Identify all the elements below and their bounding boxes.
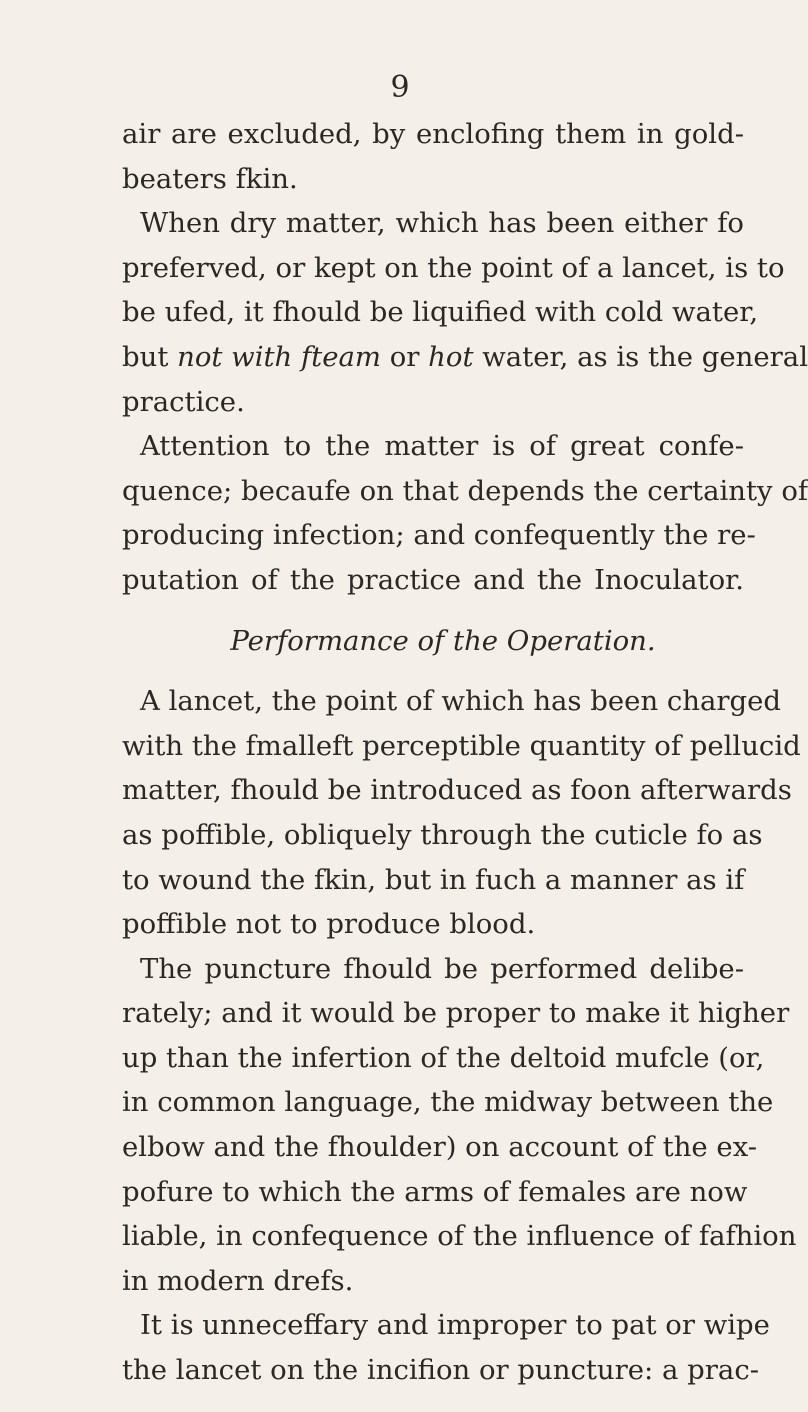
text-line-mixed	[122, 335, 808, 380]
text-line: The puncture fhould be performed delibe-	[140, 952, 744, 985]
text-line: with the fmalleft perceptible quantity of pellucid	[122, 729, 801, 762]
text-line: beaters fkin.	[122, 162, 298, 195]
page-number: 9	[390, 70, 410, 105]
text-line: pofure to which the arms of females are now	[122, 1175, 748, 1208]
text-line: Attention to the matter is of great confe-	[140, 430, 744, 463]
text-line: When dry matter, which has been either fo	[140, 207, 744, 240]
text-line: in modern drefs.	[122, 1264, 354, 1297]
text-line: up than the infertion of the deltoid mufcle (or,	[122, 1041, 765, 1074]
text-line: to wound the fkin, but in fuch a manner as if	[122, 863, 745, 896]
text-line: air are excluded, by enclofing them in gold-	[122, 118, 744, 150]
body-text	[122, 112, 808, 1393]
text-line: It is unneceffary and improper to pat or wipe	[140, 1309, 770, 1342]
text-line: producing infection; and confequently the re-	[122, 519, 756, 552]
text-line: putation of the practice and the Inoculator.	[122, 563, 744, 596]
text-line: quence; becaufe on that depends the certainty of	[122, 474, 808, 507]
text-line: in common language, the midway between the	[122, 1086, 774, 1119]
text-line: be ufed, it fhould be liquified with cold water,	[122, 296, 759, 329]
italic-run: hot	[428, 340, 474, 373]
section-heading: Performance of the Operation.	[230, 624, 656, 657]
text-line: liable, in confequence of the influence of fafhion	[122, 1220, 797, 1253]
text-line: preferved, or kept on the point of a lancet, is to	[122, 251, 785, 284]
text-run: water, as is the general	[473, 340, 808, 373]
text-line: rately; and it would be proper to make it higher	[122, 997, 790, 1030]
text-line: A lancet, the point of which has been charged	[140, 685, 782, 718]
text-line: elbow and the fhoulder) on account of the ex-	[122, 1131, 758, 1164]
text-line: as poffible, obliquely through the cuticle fo as	[122, 818, 763, 851]
text-line: poffible not to produce blood.	[122, 908, 536, 941]
text-line: the lancet on the incifion or puncture: a prac-	[122, 1354, 760, 1387]
text-line: practice.	[122, 385, 245, 418]
text-run: or	[380, 340, 429, 373]
italic-run: not with fteam	[177, 340, 381, 373]
text-line: matter, fhould be introduced as foon afterwards	[122, 774, 792, 807]
text-run: but	[122, 340, 178, 373]
